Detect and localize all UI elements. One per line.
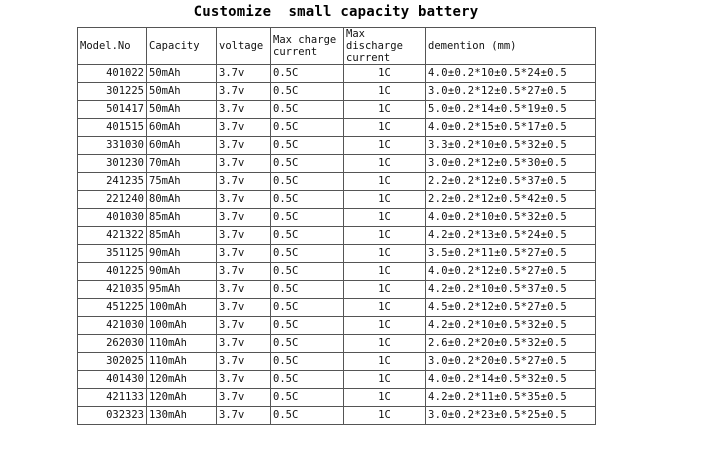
model-no-cell: 421133 [78,389,147,407]
dimension-cell: 4.2±0.2*13±0.5*24±0.5 [426,227,596,245]
charge-current-cell: 0.5C [271,371,344,389]
voltage-cell: 3.7v [217,101,271,119]
charge-current-cell: 0.5C [271,389,344,407]
header-capacity: Capacity [147,28,217,65]
model-no-cell: 301225 [78,83,147,101]
discharge-current-cell: 1C [344,353,426,371]
capacity-cell: 85mAh [147,227,217,245]
dimension-cell: 2.6±0.2*20±0.5*32±0.5 [426,335,596,353]
table-row [78,263,596,281]
table-row [78,65,596,83]
model-no-cell: 401022 [78,65,147,83]
discharge-current-cell: 1C [344,389,426,407]
dimension-cell: 4.0±0.2*10±0.5*32±0.5 [426,209,596,227]
dimension-cell: 4.0±0.2*15±0.5*17±0.5 [426,119,596,137]
dimension-cell: 2.2±0.2*12±0.5*42±0.5 [426,191,596,209]
charge-current-cell: 0.5C [271,407,344,425]
model-no-cell: 401430 [78,371,147,389]
dimension-cell: 4.5±0.2*12±0.5*27±0.5 [426,299,596,317]
voltage-cell: 3.7v [217,119,271,137]
charge-current-cell: 0.5C [271,191,344,209]
voltage-cell: 3.7v [217,191,271,209]
model-no-cell: 421035 [78,281,147,299]
capacity-cell: 50mAh [147,65,217,83]
model-no-cell: 451225 [78,299,147,317]
discharge-current-cell: 1C [344,173,426,191]
dimension-cell: 3.0±0.2*12±0.5*30±0.5 [426,155,596,173]
dimension-cell: 3.0±0.2*12±0.5*27±0.5 [426,83,596,101]
charge-current-cell: 0.5C [271,263,344,281]
dimension-cell: 3.0±0.2*20±0.5*27±0.5 [426,353,596,371]
model-no-cell: 262030 [78,335,147,353]
dimension-cell: 2.2±0.2*12±0.5*37±0.5 [426,173,596,191]
voltage-cell: 3.7v [217,281,271,299]
capacity-cell: 120mAh [147,371,217,389]
discharge-current-cell: 1C [344,263,426,281]
model-no-cell: 032323 [78,407,147,425]
dimension-cell: 3.0±0.2*23±0.5*25±0.5 [426,407,596,425]
dimension-cell: 4.2±0.2*10±0.5*32±0.5 [426,317,596,335]
voltage-cell: 3.7v [217,299,271,317]
capacity-cell: 130mAh [147,407,217,425]
dimension-cell: 3.5±0.2*11±0.5*27±0.5 [426,245,596,263]
discharge-current-cell: 1C [344,83,426,101]
capacity-cell: 50mAh [147,101,217,119]
charge-current-cell: 0.5C [271,209,344,227]
model-no-cell: 421322 [78,227,147,245]
model-no-cell: 401515 [78,119,147,137]
table-row [78,155,596,173]
discharge-current-cell: 1C [344,101,426,119]
dimension-cell: 3.3±0.2*10±0.5*32±0.5 [426,137,596,155]
discharge-current-cell: 1C [344,281,426,299]
table-row [78,101,596,119]
voltage-cell: 3.7v [217,317,271,335]
voltage-cell: 3.7v [217,371,271,389]
header-model-no: Model.No [78,28,147,65]
model-no-cell: 331030 [78,137,147,155]
voltage-cell: 3.7v [217,83,271,101]
model-no-cell: 501417 [78,101,147,119]
charge-current-cell: 0.5C [271,119,344,137]
table-row [78,299,596,317]
model-no-cell: 401225 [78,263,147,281]
charge-current-cell: 0.5C [271,137,344,155]
charge-current-cell: 0.5C [271,83,344,101]
dimension-cell: 4.0±0.2*12±0.5*27±0.5 [426,263,596,281]
discharge-current-cell: 1C [344,155,426,173]
model-no-cell: 301230 [78,155,147,173]
voltage-cell: 3.7v [217,263,271,281]
page-title: Customize small capacity battery [193,4,479,20]
voltage-cell: 3.7v [217,227,271,245]
model-no-cell: 401030 [78,209,147,227]
dimension-cell: 4.0±0.2*14±0.5*32±0.5 [426,371,596,389]
table-row [78,389,596,407]
battery-spec-table [77,27,596,425]
capacity-cell: 95mAh [147,281,217,299]
header-dimension: demention (mm) [426,28,596,65]
capacity-cell: 80mAh [147,191,217,209]
voltage-cell: 3.7v [217,173,271,191]
charge-current-cell: 0.5C [271,281,344,299]
discharge-current-cell: 1C [344,407,426,425]
capacity-cell: 75mAh [147,173,217,191]
charge-current-cell: 0.5C [271,101,344,119]
capacity-cell: 100mAh [147,299,217,317]
header-max-discharge-current: Max discharge current [344,28,426,65]
table-row [78,407,596,425]
table-row [78,281,596,299]
discharge-current-cell: 1C [344,65,426,83]
voltage-cell: 3.7v [217,65,271,83]
model-no-cell: 351125 [78,245,147,263]
capacity-cell: 110mAh [147,335,217,353]
voltage-cell: 3.7v [217,389,271,407]
table-body [78,65,596,425]
charge-current-cell: 0.5C [271,299,344,317]
discharge-current-cell: 1C [344,227,426,245]
discharge-current-cell: 1C [344,317,426,335]
voltage-cell: 3.7v [217,407,271,425]
charge-current-cell: 0.5C [271,173,344,191]
discharge-current-cell: 1C [344,191,426,209]
model-no-cell: 221240 [78,191,147,209]
table-row [78,137,596,155]
capacity-cell: 110mAh [147,353,217,371]
table-row [78,227,596,245]
charge-current-cell: 0.5C [271,335,344,353]
capacity-cell: 120mAh [147,389,217,407]
discharge-current-cell: 1C [344,371,426,389]
model-no-cell: 241235 [78,173,147,191]
table-row [78,353,596,371]
capacity-cell: 50mAh [147,83,217,101]
dimension-cell: 4.2±0.2*11±0.5*35±0.5 [426,389,596,407]
charge-current-cell: 0.5C [271,245,344,263]
table-row [78,83,596,101]
table-row [78,191,596,209]
discharge-current-cell: 1C [344,209,426,227]
header-voltage: voltage [217,28,271,65]
dimension-cell: 5.0±0.2*14±0.5*19±0.5 [426,101,596,119]
table-row [78,119,596,137]
voltage-cell: 3.7v [217,245,271,263]
charge-current-cell: 0.5C [271,155,344,173]
discharge-current-cell: 1C [344,137,426,155]
charge-current-cell: 0.5C [271,227,344,245]
capacity-cell: 100mAh [147,317,217,335]
dimension-cell: 4.2±0.2*10±0.5*37±0.5 [426,281,596,299]
table-row [78,209,596,227]
discharge-current-cell: 1C [344,299,426,317]
voltage-cell: 3.7v [217,155,271,173]
capacity-cell: 60mAh [147,119,217,137]
table-row [78,371,596,389]
discharge-current-cell: 1C [344,335,426,353]
capacity-cell: 90mAh [147,263,217,281]
table-header-row [78,28,596,65]
charge-current-cell: 0.5C [271,65,344,83]
model-no-cell: 421030 [78,317,147,335]
table-row [78,335,596,353]
charge-current-cell: 0.5C [271,317,344,335]
table-row [78,173,596,191]
model-no-cell: 302025 [78,353,147,371]
table-row [78,245,596,263]
voltage-cell: 3.7v [217,209,271,227]
discharge-current-cell: 1C [344,245,426,263]
charge-current-cell: 0.5C [271,353,344,371]
voltage-cell: 3.7v [217,137,271,155]
capacity-cell: 85mAh [147,209,217,227]
header-max-charge-current: Max charge current [271,28,344,65]
voltage-cell: 3.7v [217,353,271,371]
voltage-cell: 3.7v [217,335,271,353]
dimension-cell: 4.0±0.2*10±0.5*24±0.5 [426,65,596,83]
capacity-cell: 70mAh [147,155,217,173]
table-row [78,317,596,335]
discharge-current-cell: 1C [344,119,426,137]
capacity-cell: 90mAh [147,245,217,263]
capacity-cell: 60mAh [147,137,217,155]
